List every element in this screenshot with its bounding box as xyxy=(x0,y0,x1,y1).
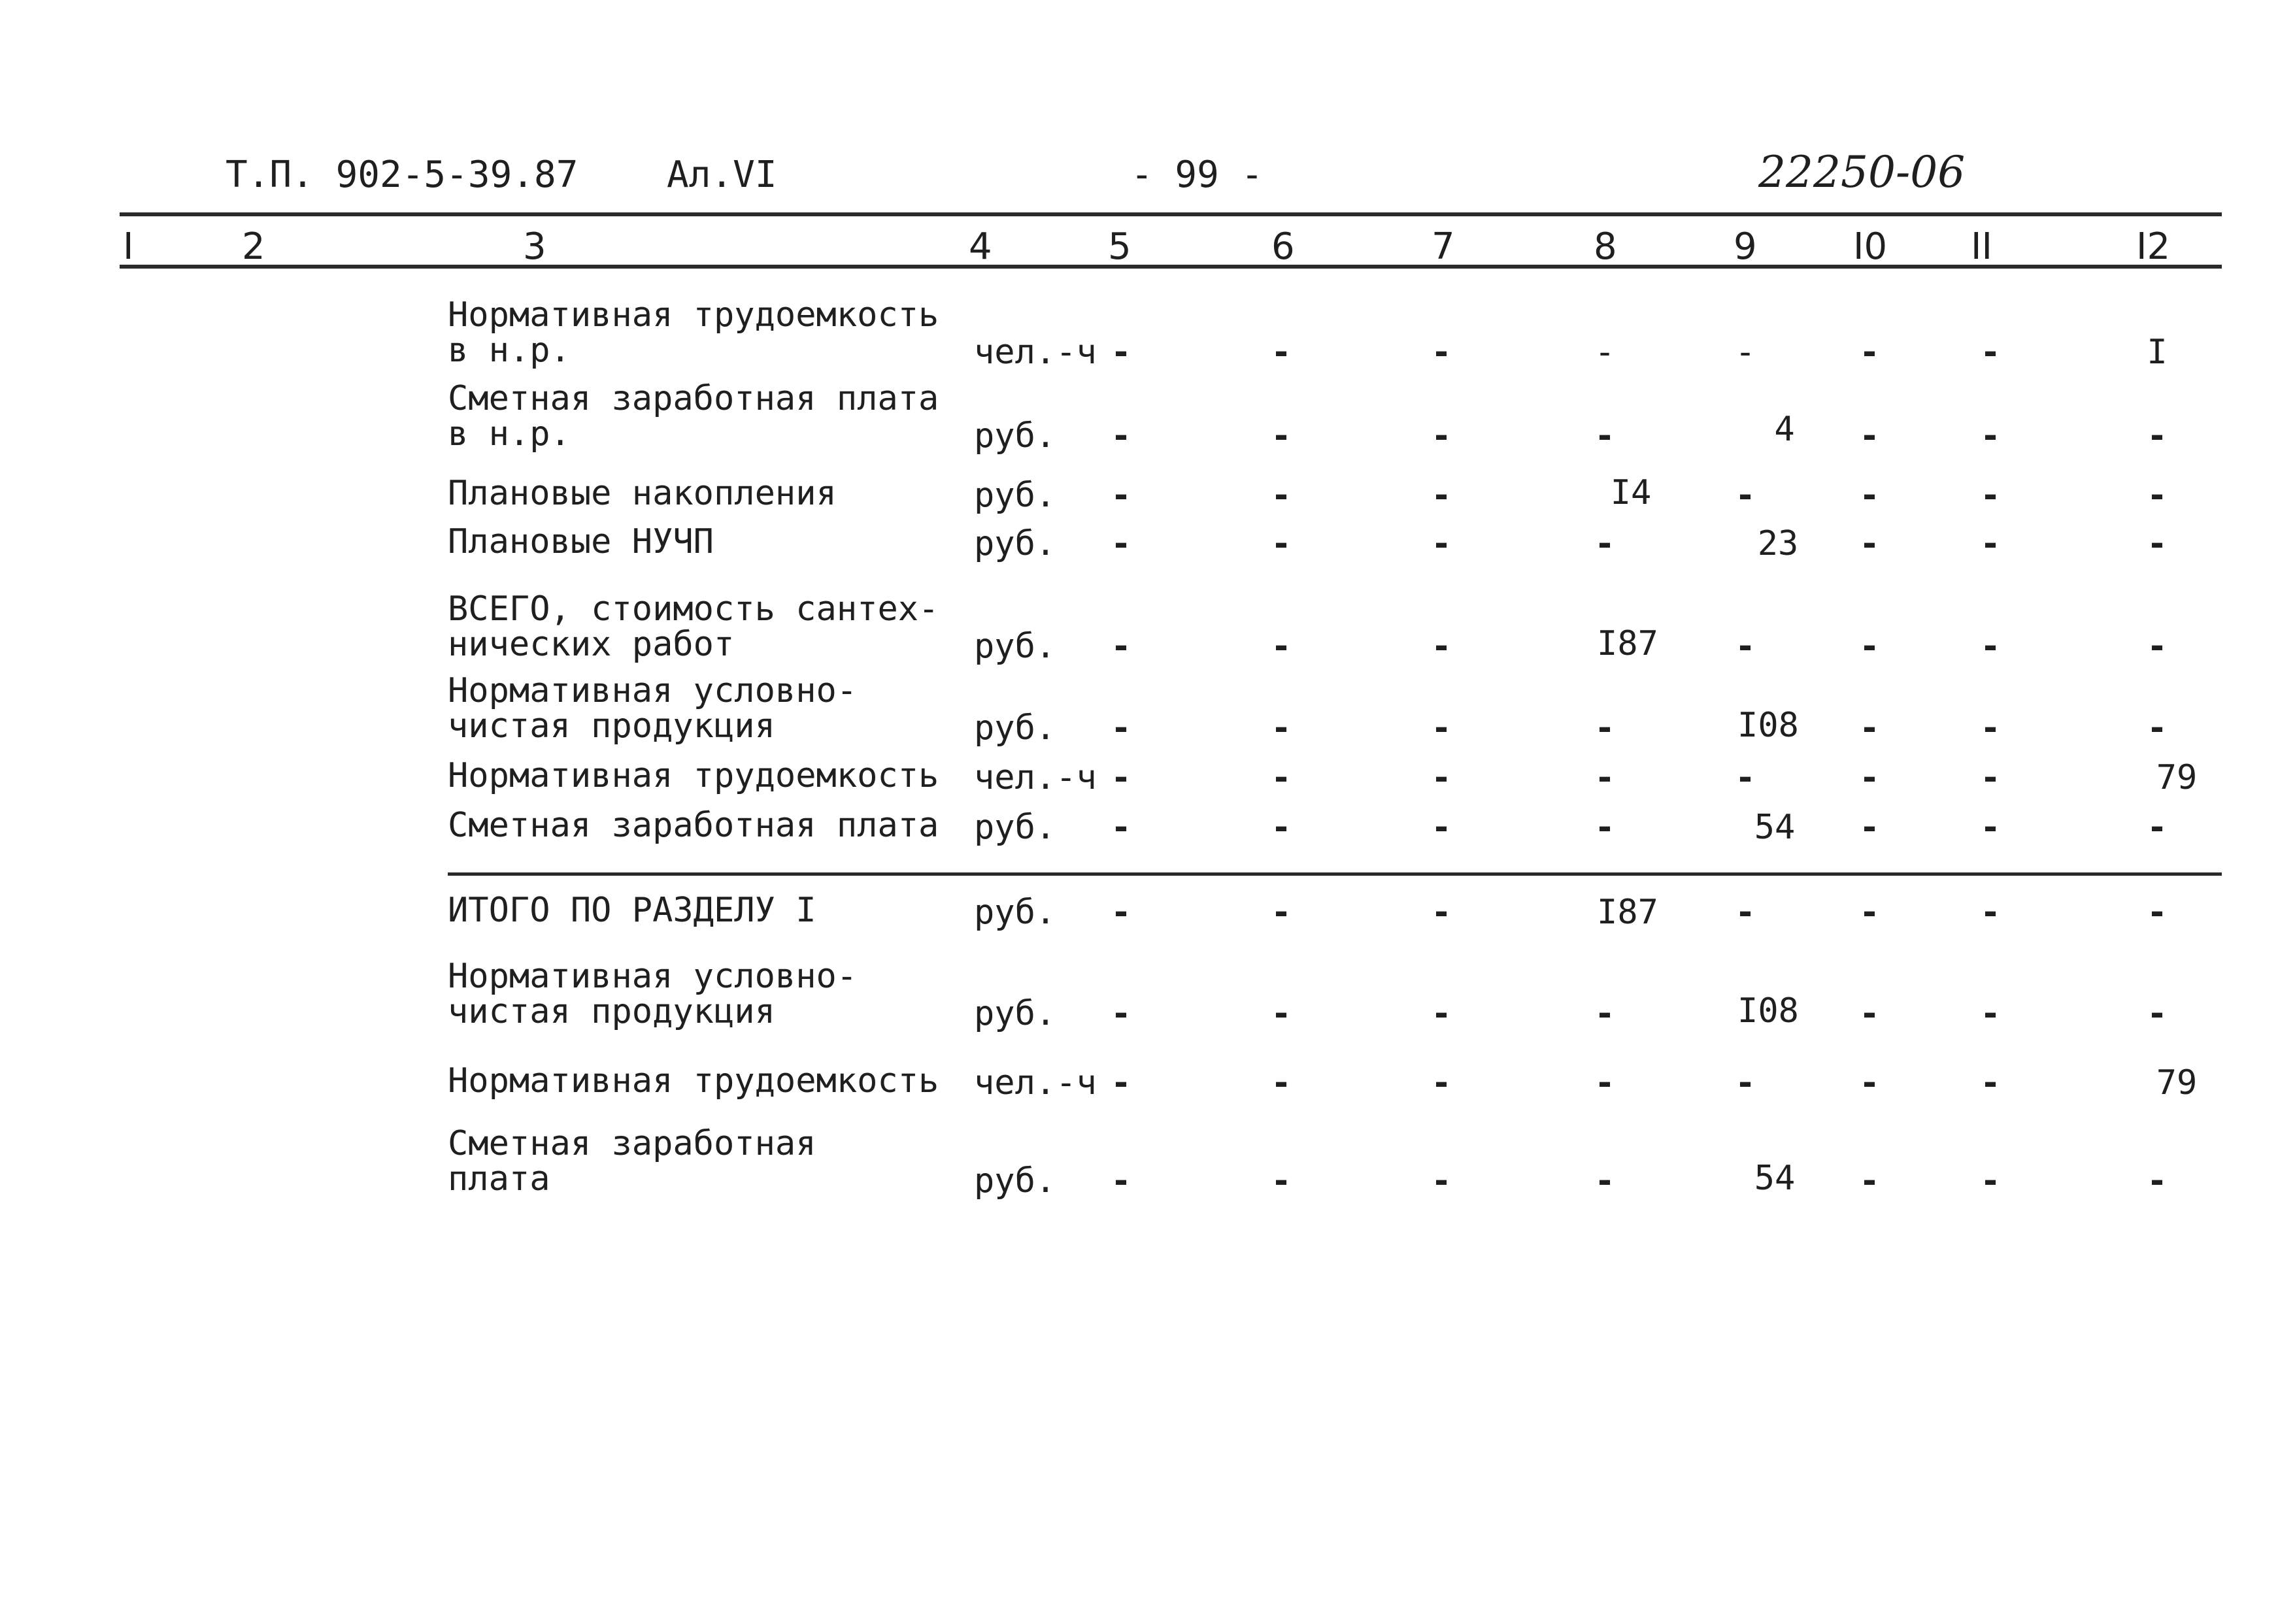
cell-col8: - xyxy=(1594,708,1615,748)
cell-col5: - xyxy=(1111,333,1131,372)
cell-col6: - xyxy=(1271,476,1292,515)
cell-col6: - xyxy=(1271,808,1292,847)
column-number: I0 xyxy=(1853,225,1888,268)
column-number: 3 xyxy=(523,225,546,268)
cell-col7: - xyxy=(1431,416,1452,456)
cell-col6: - xyxy=(1271,1063,1292,1102)
cell-col9: 54 xyxy=(1754,1159,1796,1198)
cell-col12: - xyxy=(2147,524,2168,563)
cell-col9: 23 xyxy=(1757,524,1799,563)
cell-col6: - xyxy=(1271,524,1292,563)
cell-col5: - xyxy=(1111,416,1131,456)
row-label: Плановые НУЧП xyxy=(448,522,714,561)
cell-col7: - xyxy=(1431,476,1452,515)
cell-col7: - xyxy=(1431,893,1452,932)
cell-col10: - xyxy=(1859,333,1880,372)
cell-col10: - xyxy=(1859,416,1880,456)
cell-col8: I87 xyxy=(1597,893,1658,932)
cell-col10: - xyxy=(1859,994,1880,1033)
cell-col7: - xyxy=(1431,1161,1452,1201)
cell-col6: - xyxy=(1271,708,1292,748)
cell-col10: - xyxy=(1859,893,1880,932)
cell-col6: - xyxy=(1271,1161,1292,1201)
cell-col7: - xyxy=(1431,708,1452,748)
document-reference: Т.П. 902-5-39.87 xyxy=(226,154,578,196)
cell-col12: - xyxy=(2147,994,2168,1033)
cell-col6: - xyxy=(1271,758,1292,797)
row-label: ВСЕГО, стоимость сантех- нических работ xyxy=(448,589,939,664)
cell-col11: - xyxy=(1980,333,2001,372)
table-top-rule xyxy=(120,212,2222,216)
cell-col7: - xyxy=(1431,1063,1452,1102)
cell-col12: - xyxy=(2147,808,2168,847)
cell-col5: - xyxy=(1111,524,1131,563)
row-unit: руб. xyxy=(974,416,1056,456)
section-divider xyxy=(448,872,2222,876)
cell-col9: I08 xyxy=(1737,706,1799,745)
cell-col7: - xyxy=(1431,808,1452,847)
cell-col6: - xyxy=(1271,893,1292,932)
cell-col8: - xyxy=(1594,1063,1615,1102)
cell-col5: - xyxy=(1111,627,1131,666)
cell-col11: - xyxy=(1980,893,2001,932)
cell-col10: - xyxy=(1859,808,1880,847)
cell-col8: - xyxy=(1594,758,1615,797)
cell-col7: - xyxy=(1431,994,1452,1033)
cell-col5: - xyxy=(1111,994,1131,1033)
cell-col11: - xyxy=(1980,1063,2001,1102)
cell-col12: - xyxy=(2147,416,2168,456)
cell-col11: - xyxy=(1980,524,2001,563)
album-label: Ал.VI xyxy=(667,154,777,196)
cell-col12: 79 xyxy=(2156,758,2198,797)
cell-col8: I4 xyxy=(1610,473,1652,512)
row-label: ИТОГО ПО РАЗДЕЛУ I xyxy=(448,891,816,930)
cell-col5: - xyxy=(1111,808,1131,847)
cell-col11: - xyxy=(1980,1161,2001,1201)
cell-col5: - xyxy=(1111,476,1131,515)
row-unit: чел.-ч xyxy=(974,758,1097,797)
cell-col12: - xyxy=(2147,1161,2168,1201)
cell-col12: 79 xyxy=(2156,1063,2198,1102)
cell-col9: 54 xyxy=(1754,808,1796,847)
row-label: Нормативная трудоемкость в н.р. xyxy=(448,295,939,370)
column-number: I2 xyxy=(2136,225,2171,268)
column-number: 7 xyxy=(1432,225,1455,268)
cell-col10: - xyxy=(1859,758,1880,797)
row-unit: руб. xyxy=(974,994,1056,1033)
cell-col6: - xyxy=(1271,333,1292,372)
cell-col8: - xyxy=(1594,808,1615,847)
column-number: 2 xyxy=(242,225,265,268)
cell-col12: - xyxy=(2147,708,2168,748)
cell-col8: - xyxy=(1594,416,1615,456)
cell-col11: - xyxy=(1980,476,2001,515)
row-unit: руб. xyxy=(974,476,1056,515)
cell-col11: - xyxy=(1980,758,2001,797)
cell-col7: - xyxy=(1431,758,1452,797)
cell-col12: - xyxy=(2147,476,2168,515)
row-label: Сметная заработная плата в н.р. xyxy=(448,379,939,454)
row-label: Плановые накопления xyxy=(448,474,837,513)
column-number: 9 xyxy=(1734,225,1757,268)
cell-col10: - xyxy=(1859,524,1880,563)
cell-col9: - xyxy=(1735,333,1756,372)
sheet-code: 22250-06 xyxy=(1758,147,1966,197)
cell-col12: - xyxy=(2147,627,2168,666)
cell-col10: - xyxy=(1859,708,1880,748)
cell-col9: - xyxy=(1735,1063,1756,1102)
column-number: 8 xyxy=(1594,225,1617,268)
cell-col8: - xyxy=(1594,1161,1615,1201)
row-unit: руб. xyxy=(974,893,1056,932)
cell-col10: - xyxy=(1859,476,1880,515)
column-number: II xyxy=(1971,225,1993,268)
cell-col10: - xyxy=(1859,627,1880,666)
cell-col6: - xyxy=(1271,994,1292,1033)
cell-col6: - xyxy=(1271,416,1292,456)
cell-col5: - xyxy=(1111,893,1131,932)
cell-col8: I87 xyxy=(1597,624,1658,663)
row-unit: чел.-ч xyxy=(974,1063,1097,1102)
row-label: Нормативная условно- чистая продукция xyxy=(448,957,858,1031)
cell-col5: - xyxy=(1111,758,1131,797)
cell-col12: - xyxy=(2147,893,2168,932)
cell-col9: - xyxy=(1735,758,1756,797)
page-number: - 99 - xyxy=(1131,154,1264,196)
cell-col11: - xyxy=(1980,994,2001,1033)
cell-col8: - xyxy=(1594,333,1615,372)
cell-col9: 4 xyxy=(1774,410,1795,449)
cell-col7: - xyxy=(1431,333,1452,372)
cell-col7: - xyxy=(1431,524,1452,563)
table-header-rule xyxy=(120,265,2222,269)
cell-col11: - xyxy=(1980,416,2001,456)
row-label: Нормативная условно- чистая продукция xyxy=(448,671,858,746)
row-unit: руб. xyxy=(974,808,1056,847)
cell-col10: - xyxy=(1859,1063,1880,1102)
column-number: 6 xyxy=(1271,225,1295,268)
cell-col9: - xyxy=(1735,893,1756,932)
cell-col9: - xyxy=(1735,627,1756,666)
row-label: Нормативная трудоемкость xyxy=(448,1061,939,1101)
row-label: Нормативная трудоемкость xyxy=(448,756,939,795)
cell-col9: I08 xyxy=(1737,991,1799,1031)
cell-col7: - xyxy=(1431,627,1452,666)
cell-col11: - xyxy=(1980,808,2001,847)
row-unit: руб. xyxy=(974,524,1056,563)
row-unit: руб. xyxy=(974,627,1056,666)
row-label: Сметная заработная плата xyxy=(448,1124,816,1199)
cell-col6: - xyxy=(1271,627,1292,666)
column-number: 5 xyxy=(1108,225,1131,268)
cell-col5: - xyxy=(1111,1161,1131,1201)
row-unit: руб. xyxy=(974,1161,1056,1201)
cell-col5: - xyxy=(1111,1063,1131,1102)
row-unit: чел.-ч xyxy=(974,333,1097,372)
cell-col5: - xyxy=(1111,708,1131,748)
row-unit: руб. xyxy=(974,708,1056,748)
cell-col10: - xyxy=(1859,1161,1880,1201)
cell-col11: - xyxy=(1980,627,2001,666)
cell-col12: I xyxy=(2147,333,2168,372)
cell-col9: - xyxy=(1735,476,1756,515)
row-label: Сметная заработная плата xyxy=(448,806,939,845)
column-number: 4 xyxy=(969,225,992,268)
column-number: I xyxy=(123,225,134,268)
cell-col8: - xyxy=(1594,524,1615,563)
cell-col11: - xyxy=(1980,708,2001,748)
cell-col8: - xyxy=(1594,994,1615,1033)
